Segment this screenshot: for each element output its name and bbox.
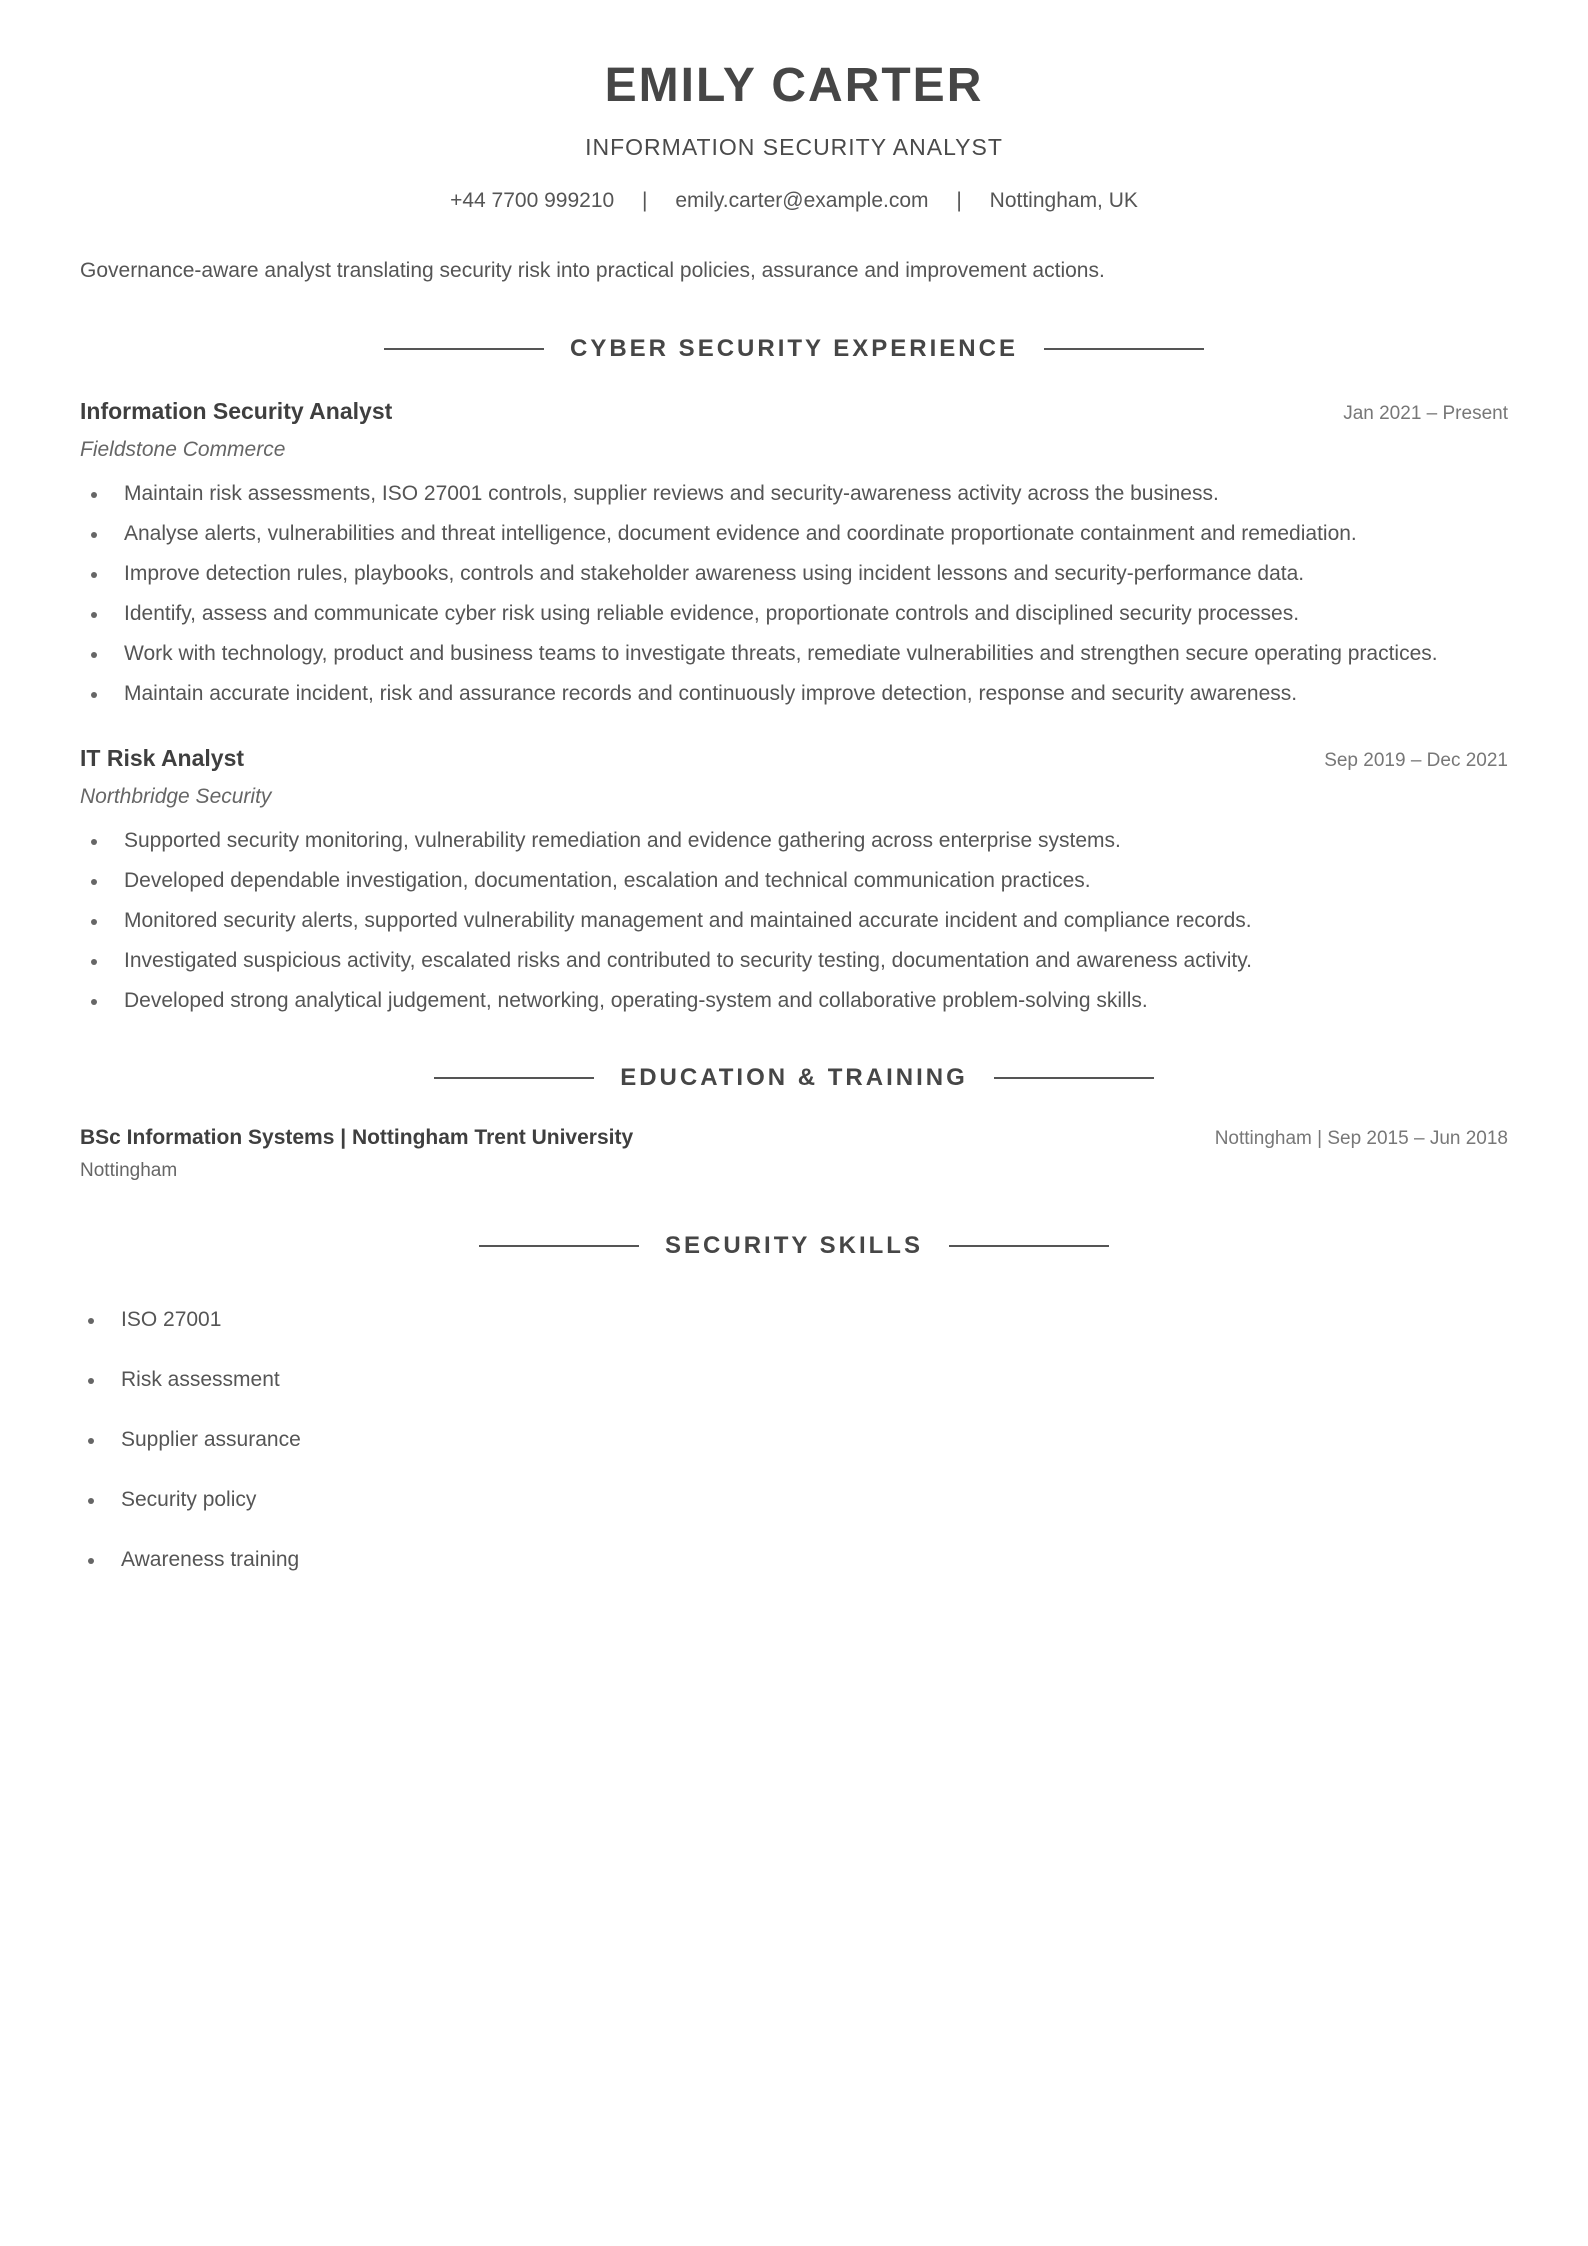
heading-rule-right [1044, 348, 1204, 350]
skill-item: ISO 27001 [80, 1290, 301, 1350]
skill-item: Awareness training [80, 1530, 301, 1590]
experience-heading-label: CYBER SECURITY EXPERIENCE [570, 335, 1018, 362]
job-bullet-list [80, 821, 1528, 1021]
job-bullet: Analyse alerts, vulnerabilities and threat intelligence, document evidence and coordinate proportionate containment and remediation. [80, 514, 1528, 554]
contact-phone: +44 7700 999210 [450, 189, 615, 212]
job-bullet-list [80, 474, 1528, 714]
job-bullet: Supported security monitoring, vulnerability remediation and evidence gathering across enterprise systems. [80, 821, 1528, 861]
skills-heading-label: SECURITY SKILLS [665, 1232, 923, 1259]
education-heading-label: EDUCATION & TRAINING [620, 1064, 968, 1091]
experience-heading [0, 335, 1588, 363]
job-bullet: Maintain accurate incident, risk and assurance records and continuously improve detection, response and security awareness. [80, 674, 1528, 714]
candidate-title: INFORMATION SECURITY ANALYST [585, 134, 1003, 160]
education-dates: Nottingham | Sep 2015 – Jun 2018 [1214, 1128, 1508, 1149]
education-location: Nottingham [80, 1160, 178, 1181]
skill-item: Security policy [80, 1470, 301, 1530]
contact-separator: | [956, 189, 962, 212]
professional-summary: Governance-aware analyst translating security risk into practical policies, assurance and improvement actions. [80, 259, 1105, 282]
contact-line [0, 189, 1588, 213]
job-bullet: Monitored security alerts, supported vulnerability management and maintained accurate incident and compliance records. [80, 901, 1528, 941]
heading-rule-left [384, 348, 544, 350]
job-title: IT Risk Analyst [80, 745, 245, 771]
job-bullet: Identify, assess and communicate cyber risk using reliable evidence, proportionate controls and disciplined security processes. [80, 594, 1528, 634]
skills-list [80, 1290, 301, 1590]
job-header [80, 398, 1508, 425]
job-title: Information Security Analyst [80, 398, 393, 424]
education-heading [0, 1064, 1588, 1092]
job-header [80, 745, 1508, 772]
education-degree: BSc Information Systems | Nottingham Trent University [80, 1126, 634, 1149]
job-bullet: Work with technology, product and business teams to investigate threats, remediate vulnerabilities and strengthen secure operating practices. [80, 634, 1528, 674]
job-company: Fieldstone Commerce [80, 438, 286, 461]
job-bullet: Maintain risk assessments, ISO 27001 controls, supplier reviews and security-awareness activity across the business. [80, 474, 1528, 514]
job-dates: Jan 2021 – Present [1343, 403, 1508, 424]
skills-heading [0, 1232, 1588, 1260]
contact-separator: | [642, 189, 648, 212]
skill-item: Supplier assurance [80, 1410, 301, 1470]
job-bullet: Investigated suspicious activity, escalated risks and contributed to security testing, documentation and awareness activity. [80, 941, 1528, 981]
candidate-name: EMILY CARTER [604, 59, 984, 112]
job-company: Northbridge Security [80, 785, 272, 808]
contact-email: emily.carter@example.com [675, 189, 929, 212]
job-bullet: Developed dependable investigation, documentation, escalation and technical communication practices. [80, 861, 1528, 901]
job-dates: Sep 2019 – Dec 2021 [1324, 750, 1508, 771]
heading-rule-left [479, 1245, 639, 1247]
heading-rule-right [994, 1077, 1154, 1079]
job-bullet: Improve detection rules, playbooks, controls and stakeholder awareness using incident lessons and security-performance data. [80, 554, 1528, 594]
contact-location: Nottingham, UK [989, 189, 1138, 212]
skill-item: Risk assessment [80, 1350, 301, 1410]
heading-rule-right [949, 1245, 1109, 1247]
job-bullet: Developed strong analytical judgement, networking, operating-system and collaborative problem-solving skills. [80, 981, 1528, 1021]
education-header [80, 1126, 1508, 1150]
heading-rule-left [434, 1077, 594, 1079]
